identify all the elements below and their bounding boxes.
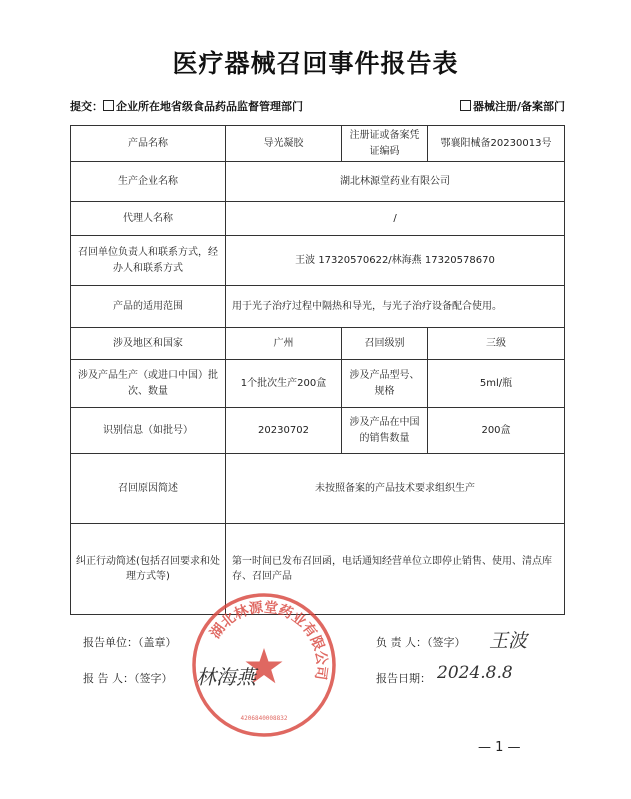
submit-left bbox=[70, 98, 303, 114]
batch-label: 涉及产品生产（或进口中国）批次、数量 bbox=[71, 360, 226, 408]
product-name-label: 产品名称 bbox=[71, 126, 226, 162]
page-number: — 1 — bbox=[478, 740, 521, 755]
submit-left-option: 企业所在地省级食品药品监督管理部门 bbox=[116, 100, 303, 113]
reporter-signature: 林海燕 bbox=[196, 665, 256, 689]
table-row bbox=[71, 328, 565, 360]
report-date-label: 报告日期： bbox=[376, 672, 431, 685]
agent-label: 代理人名称 bbox=[71, 202, 226, 236]
sales-value: 200盒 bbox=[428, 408, 565, 454]
registration-label: 注册证或备案凭证编码 bbox=[342, 126, 428, 162]
level-label: 召回级别 bbox=[342, 328, 428, 360]
submit-right-option: 器械注册/备案部门 bbox=[472, 100, 565, 113]
sales-label: 涉及产品在中国的销售数量 bbox=[342, 408, 428, 454]
reason-label: 召回原因简述 bbox=[71, 454, 226, 524]
id-value: 20230702 bbox=[226, 408, 342, 454]
checkbox-icon[interactable] bbox=[103, 100, 114, 111]
recall-form-table bbox=[70, 125, 565, 615]
level-value: 三级 bbox=[428, 328, 565, 360]
table-row bbox=[71, 236, 565, 286]
product-name-value: 导光凝胶 bbox=[226, 126, 342, 162]
submit-right bbox=[460, 98, 565, 114]
head-signature: 王波 bbox=[489, 630, 528, 652]
reason-value: 未按照备案的产品技术要求组织生产 bbox=[226, 454, 565, 524]
contact-label: 召回单位负责人和联系方式，经办人和联系方式 bbox=[71, 236, 226, 286]
model-value: 5ml/瓶 bbox=[428, 360, 565, 408]
seal-code: 4206840008832 bbox=[240, 715, 288, 722]
region-label: 涉及地区和国家 bbox=[71, 328, 226, 360]
agent-value: / bbox=[226, 202, 565, 236]
scope-value: 用于光子治疗过程中隔热和导光，与光子治疗设备配合使用。 bbox=[226, 286, 565, 328]
submit-label: 提交： bbox=[70, 100, 103, 113]
region-value: 广州 bbox=[226, 328, 342, 360]
reporter-label: 报 告 人：（签字） bbox=[83, 672, 173, 685]
table-row bbox=[71, 286, 565, 328]
model-label: 涉及产品型号、规格 bbox=[342, 360, 428, 408]
table-row bbox=[71, 162, 565, 202]
contact-value: 王波 17320570622/林海燕 17320578670 bbox=[226, 236, 565, 286]
checkbox-icon[interactable] bbox=[460, 100, 471, 111]
table-row bbox=[71, 360, 565, 408]
manufacturer-value: 湖北林源堂药业有限公司 bbox=[226, 162, 565, 202]
manufacturer-label: 生产企业名称 bbox=[71, 162, 226, 202]
report-unit-label: 报告单位：（盖章） bbox=[83, 636, 177, 649]
page-title: 医疗器械召回事件报告表 bbox=[172, 49, 459, 78]
table-row bbox=[71, 408, 565, 454]
scope-label: 产品的适用范围 bbox=[71, 286, 226, 328]
table-row bbox=[71, 126, 565, 162]
action-label: 纠正行动简述(包括召回要求和处理方式等) bbox=[71, 524, 226, 615]
head-label: 负 责 人：（签字） bbox=[376, 636, 466, 649]
action-value: 第一时间已发布召回函，电话通知经营单位立即停止销售、使用、清点库存、召回产品 bbox=[226, 524, 565, 615]
batch-value: 1个批次生产200盒 bbox=[226, 360, 342, 408]
table-row bbox=[71, 202, 565, 236]
table-row bbox=[71, 454, 565, 524]
registration-value: 鄂襄阳械备20230013号 bbox=[428, 126, 565, 162]
id-label: 识别信息（如批号） bbox=[71, 408, 226, 454]
seal-text: 湖北林源堂药业有限公司 bbox=[207, 599, 330, 681]
report-date-value: 2024.8.8 bbox=[437, 663, 513, 683]
